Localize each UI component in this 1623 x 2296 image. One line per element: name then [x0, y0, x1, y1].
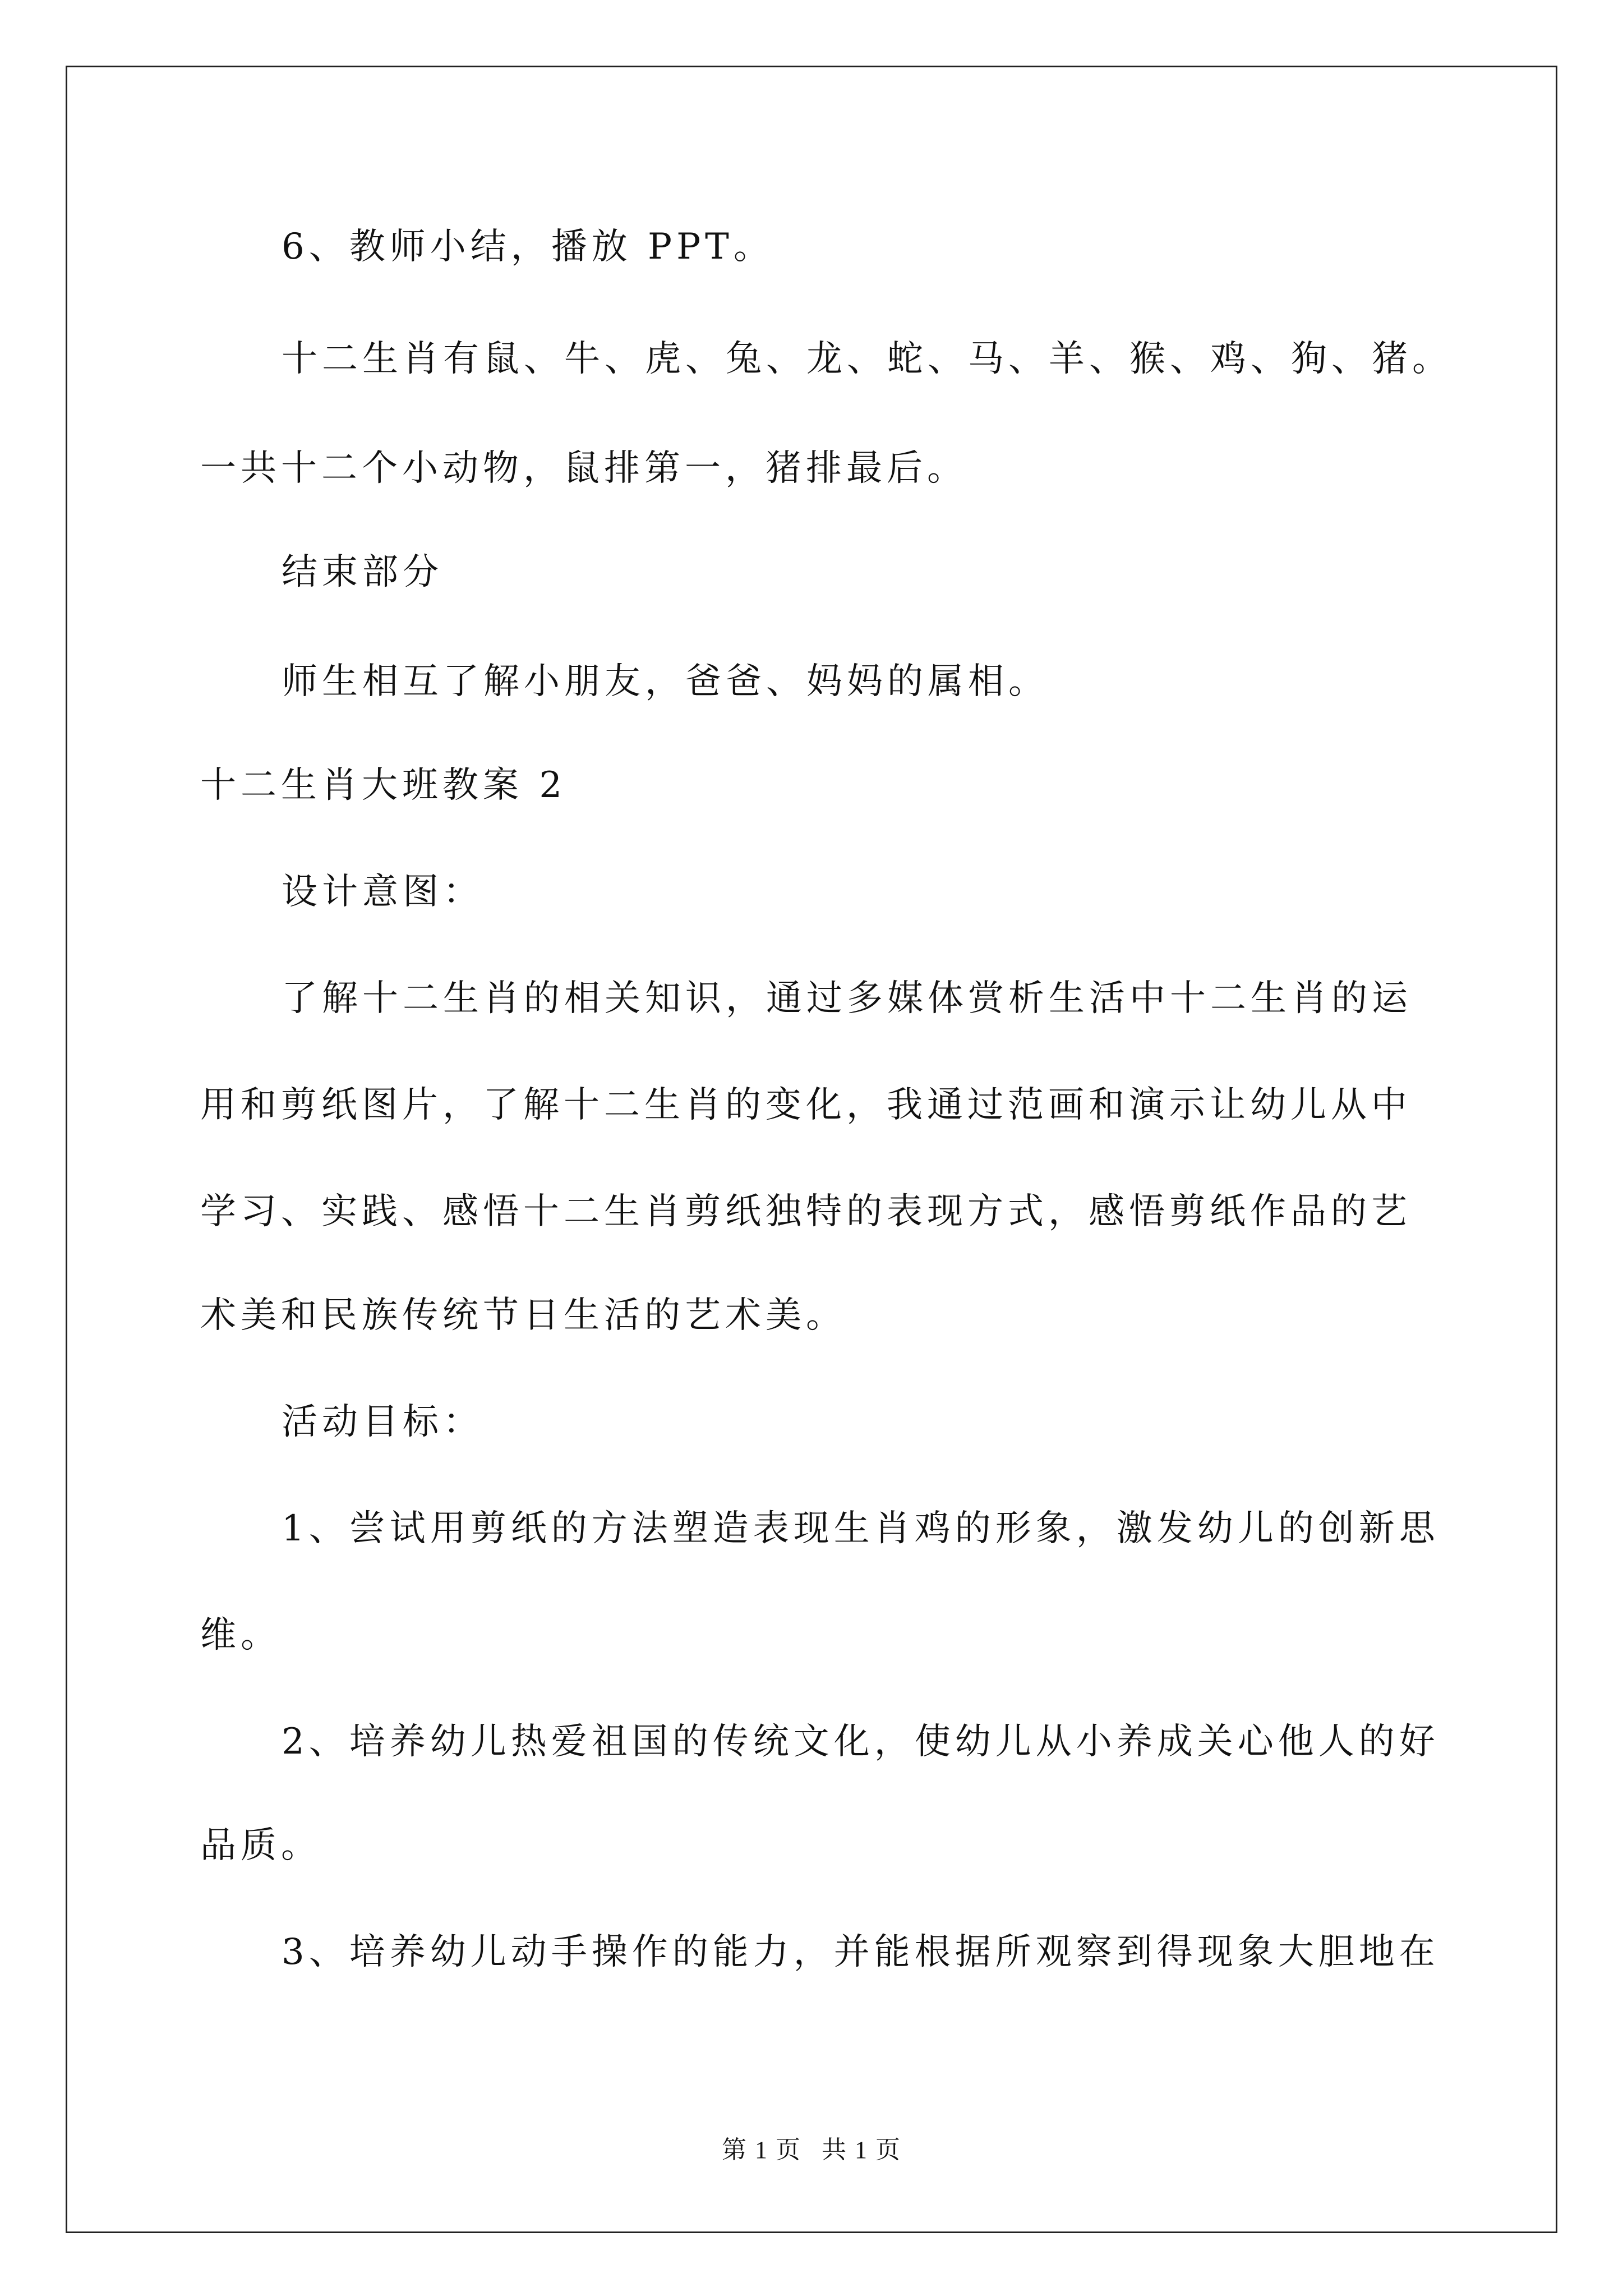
paragraph-line: 6、教师小结，播放 PPT。 — [282, 226, 774, 268]
paragraph-line: 术美和民族传统节日生活的艺术美。 — [200, 1295, 846, 1336]
page-border — [66, 66, 1557, 2233]
paragraph-line: 品质。 — [200, 1825, 321, 1866]
paragraph-line: 十二生肖有鼠、牛、虎、兔、龙、蛇、马、羊、猴、鸡、狗、猪。 — [282, 338, 1453, 380]
page-number: 第 1 页 — [722, 2136, 801, 2164]
paragraph-line: 了解十二生肖的相关知识，通过多媒体赏析生活中十二生肖的运 — [282, 978, 1412, 1019]
paragraph-line: 师生相互了解小朋友，爸爸、妈妈的属相。 — [282, 661, 1049, 702]
page-footer — [0, 2134, 1623, 2166]
paragraph-line: 3、培养幼儿动手操作的能力，并能根据所观察到得现象大胆地在 — [282, 1931, 1440, 1973]
paragraph-line: 维。 — [200, 1614, 281, 1656]
paragraph-line: 2、培养幼儿热爱祖国的传统文化，使幼儿从小养成关心他人的好 — [282, 1721, 1440, 1763]
section-heading: 设计意图： — [282, 871, 483, 913]
page-total: 共 1 页 — [822, 2136, 901, 2164]
paragraph-line: 用和剪纸图片，了解十二生肖的变化，我通过范画和演示让幼儿从中 — [200, 1084, 1412, 1126]
paragraph-line: 学习、实践、感悟十二生肖剪纸独特的表现方式，感悟剪纸作品的艺 — [200, 1191, 1412, 1232]
paragraph-line: 1、尝试用剪纸的方法塑造表现生肖鸡的形象，激发幼儿的创新思 — [282, 1508, 1440, 1549]
section-heading: 活动目标： — [282, 1401, 483, 1443]
section-heading: 结束部分 — [282, 551, 443, 593]
paragraph-line: 一共十二个小动物，鼠排第一，猪排最后。 — [200, 448, 967, 489]
document-title: 十二生肖大班教案 2 — [200, 765, 567, 806]
